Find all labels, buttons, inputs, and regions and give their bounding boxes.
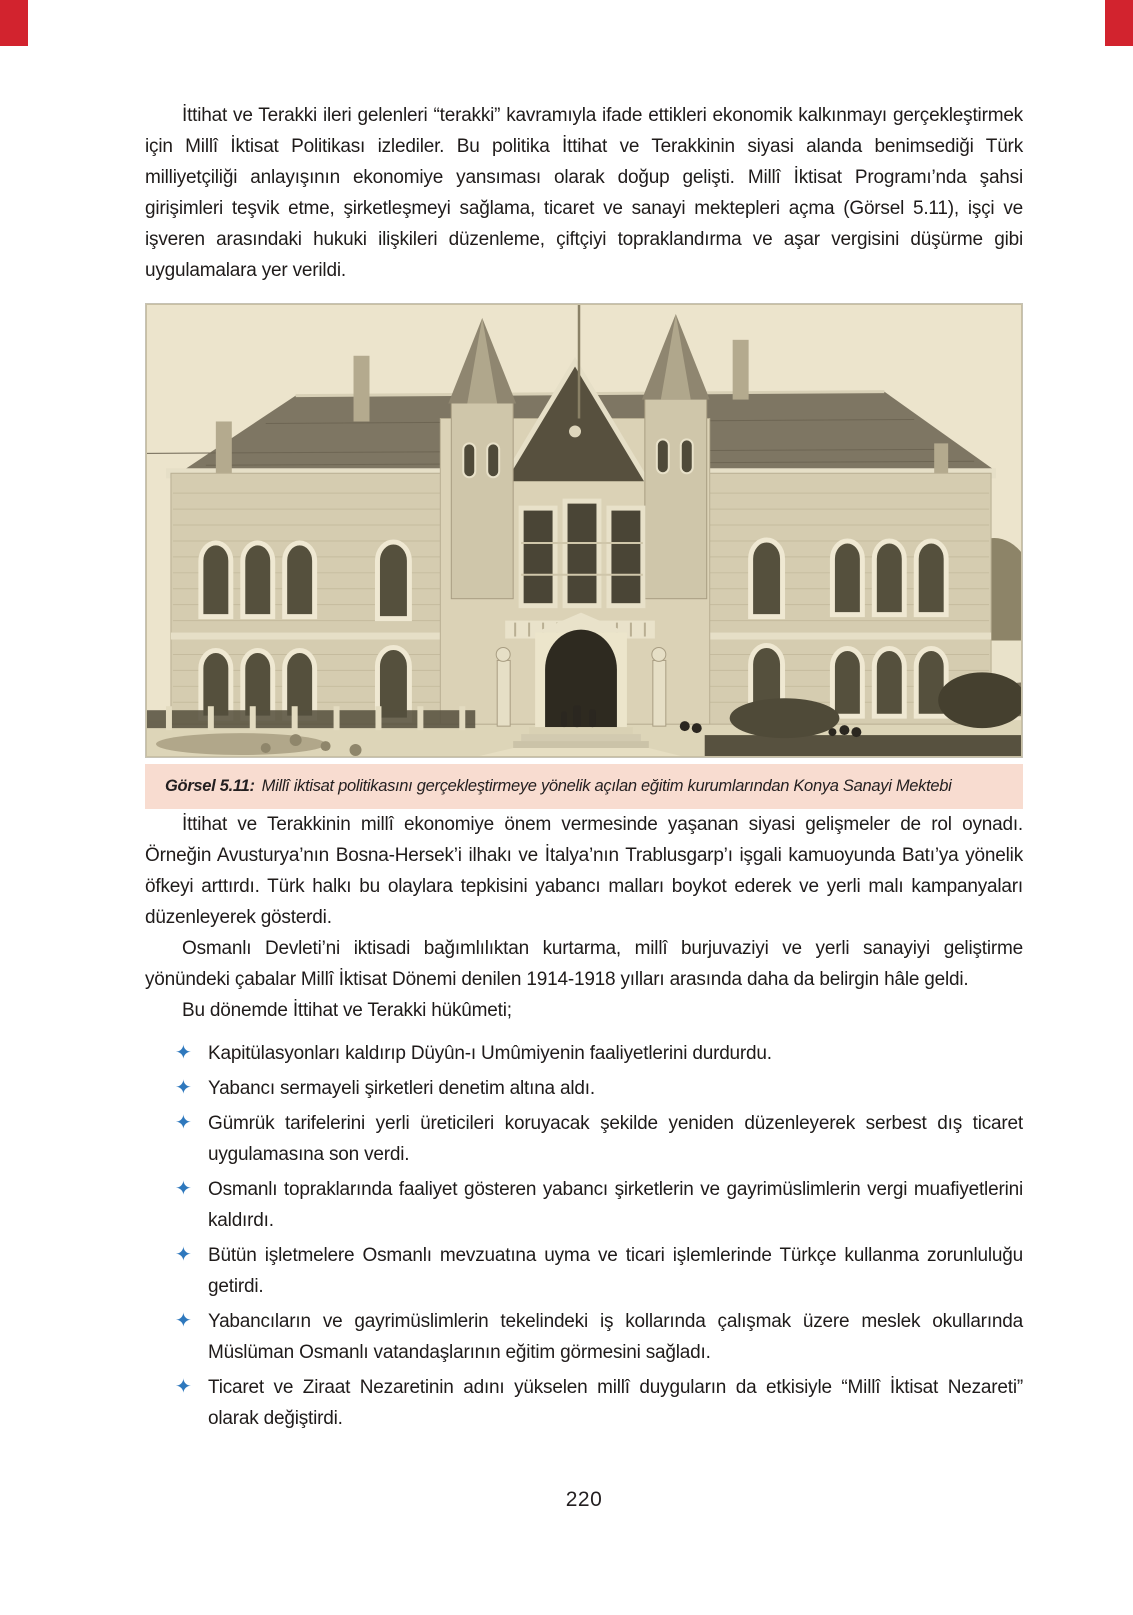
list-item bbox=[175, 1240, 1023, 1302]
list-item-text: Yabancı sermayeli şirketleri denetim altına aldı. bbox=[208, 1078, 595, 1099]
paragraph-3: Osmanlı Devleti’ni iktisadi bağımlılıktan kurtarma, millî burjuvaziyi ve yerli sanayiyi geliştirme yönündeki çabalar Millî İktisat Dönemi denilen 1914-1918 yılları arasında daha da belirgin hâle geldi. bbox=[145, 938, 1023, 990]
diamond-bullet-icon: ✦ bbox=[175, 1077, 192, 1099]
list-item bbox=[175, 1372, 1023, 1434]
page-number: 220 bbox=[565, 1488, 603, 1511]
figure-caption bbox=[145, 764, 1023, 809]
konya-sanayi-mektebi-photo bbox=[145, 303, 1023, 758]
list-item bbox=[175, 1073, 1023, 1104]
list-item bbox=[175, 1038, 1023, 1069]
figure-gorsel-5-11 bbox=[145, 303, 1023, 809]
list-item-text: Ticaret ve Ziraat Nezaretinin adını yükselen millî duyguların da etkisiyle “Millî İktisat Nezareti” olarak değiştirdi. bbox=[208, 1377, 1023, 1429]
list-item-text: Osmanlı topraklarında faaliyet gösteren yabancı şirketlerin ve gayrimüslimlerin vergi muafiyetlerini kaldırdı. bbox=[208, 1179, 1023, 1231]
list-item bbox=[175, 1174, 1023, 1236]
diamond-bullet-icon: ✦ bbox=[175, 1310, 192, 1332]
list-item-text: Kapitülasyonları kaldırıp Düyûn-ı Umûmiyenin faaliyetlerini durdurdu. bbox=[208, 1043, 772, 1064]
red-corner-mark-left bbox=[0, 0, 28, 46]
list-item-text: Gümrük tarifelerini yerli üreticileri koruyacak şekilde yeniden düzenleyerek serbest dış ticaret uygulamasına son verdi. bbox=[208, 1113, 1023, 1165]
list-item bbox=[175, 1108, 1023, 1170]
figure-caption-label: Görsel 5.11: bbox=[165, 777, 255, 795]
diamond-bullet-icon: ✦ bbox=[175, 1042, 192, 1064]
list-item-text: Yabancıların ve gayrimüslimlerin tekelindeki iş kollarında çalışmak üzere meslek okullarında Müslüman Osmanlı vatandaşlarının eğitim görmesini sağladı. bbox=[208, 1311, 1023, 1363]
red-corner-mark-right bbox=[1105, 0, 1133, 46]
diamond-bullet-icon: ✦ bbox=[175, 1244, 192, 1266]
diamond-bullet-icon: ✦ bbox=[175, 1376, 192, 1398]
building-photo-illustration bbox=[146, 304, 1022, 757]
diamond-bullet-icon: ✦ bbox=[175, 1178, 192, 1200]
diamond-bullet-icon: ✦ bbox=[175, 1112, 192, 1134]
list-intro: Bu dönemde İttihat ve Terakki hükûmeti; bbox=[182, 1000, 512, 1021]
paragraph-1: İttihat ve Terakki ileri gelenleri “terakki” kavramıyla ifade ettikleri ekonomik kalkınmayı gerçekleştirmek için Millî İktisat Politikası izlediler. Bu politika İttihat ve Terakkinin siyasi alanda benimsediği Türk milliyetçiliği anlayışının ekonomiye yansıması olarak doğup gelişti. Millî İktisat Programı’nda şahsi girişimleri teşvik etme, şirketleşmeyi sağlama, ticaret ve sanayi mektepleri açma (Görsel 5.11), işçi ve işveren arasındaki hukuki ilişkileri düzenleme, çiftçiyi topraklandırma ve aşar vergisini düşürme gibi uygulamalara yer verildi. bbox=[145, 105, 1023, 281]
figure-caption-text: Millî iktisat politikasını gerçekleştirmeye yönelik açılan eğitim kurumlarından Konya Sanayi Mektebi bbox=[261, 777, 952, 795]
list-item-text: Bütün işletmelere Osmanlı mevzuatına uyma ve ticari işlemlerinde Türkçe kullanma zorunluluğu getirdi. bbox=[208, 1245, 1023, 1297]
paragraph-2: İttihat ve Terakkinin millî ekonomiye önem vermesinde yaşanan siyasi gelişmeler de rol oynadı. Örneğin Avusturya’nın Bosna-Hersek’i ilhakı ve İtalya’nın Trablusgarp’ı işgali kamuoyunda Batı’ya yönelik öfkeyi arttırdı. Türk halkı bu olaylara tepkisini yabancı malları boykot ederek ve yerli malı kampanyaları düzenleyerek gösterdi. bbox=[145, 814, 1023, 928]
list-item bbox=[175, 1306, 1023, 1368]
content-column bbox=[145, 0, 1023, 1512]
policy-list bbox=[145, 1038, 1023, 1434]
